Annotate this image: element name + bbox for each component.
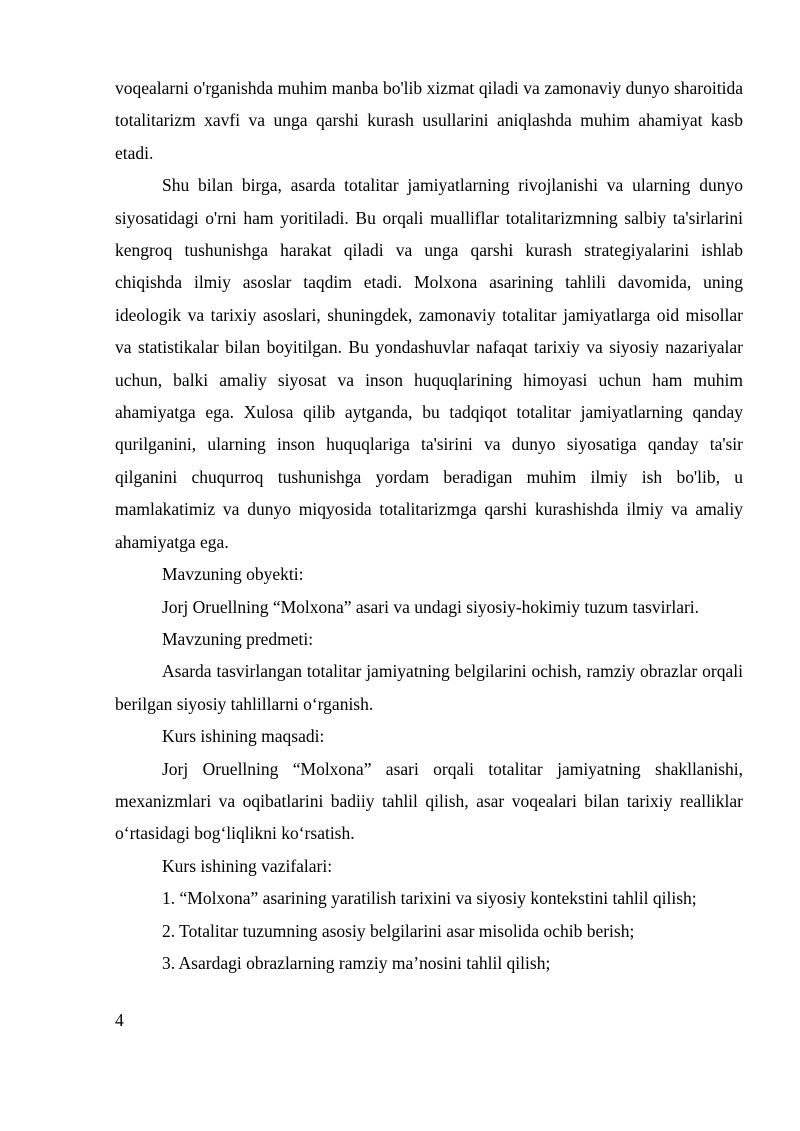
heading-kurs-ishining-vazifalari: Kurs ishining vazifalari: xyxy=(162,855,333,876)
paragraph-continuation: voqealarni o'rganishda muhim manba bo'lib xizmat qiladi va zamonaviy dunyo sharoitida totalitarizm xavfi va unga qarshi kurash usullarini aniqlashda muhim ahamiyat kasb etadi. xyxy=(115,78,743,163)
heading-mavzuning-obyekti: Mavzuning obyekti: xyxy=(162,564,304,585)
list-item-vazifa-2: 2. Totalitar tuzumning asosiy belgilarini asar misolida ochib berish; xyxy=(162,920,635,941)
heading-kurs-ishining-maqsadi: Kurs ishining maqsadi: xyxy=(162,726,325,747)
paragraph-totalitar-jamiyatlar: Shu bilan birga, asarda totalitar jamiyatlarning rivojlanishi va ularning dunyo siyosatidagi o'rni ham yoritiladi. Bu orqali mualliflar totalitarizmning salbiy ta'sirlarini kengroq tushunishga harakat qiladi va unga qarshi kurash strategiyalarini ishlab chiqishda ilmiy asoslar taqdim etadi. Molxona asarining tahlili davomida, uning ideologik va tarixiy asoslari, shuningdek, zamonaviy totalitar jamiyatlarga oid misollar va statistikalar bilan boyitilgan. Bu yondashuvlar nafaqat tarixiy va siyosiy nazariyalar uchun, balki amaliy siyosat va inson huquqlarining himoyasi uchun ham muhim ahamiyatga ega. Xulosa qilib aytganda, bu tadqiqot totalitar jamiyatlarning qanday qurilganini, ularning inson huquqlariga ta'sirini va dunyo siyosatiga qanday ta'sir qilganini chuqurroq tushunishga yordam beradigan muhim ilmiy ish bo'lib, u mamlakatimiz va dunyo miqyosida totalitarizmga qarshi kurashishda ilmiy va amaliy ahamiyatga ega. xyxy=(115,175,743,552)
heading-mavzuning-predmeti: Mavzuning predmeti: xyxy=(162,628,314,649)
list-item-vazifa-3: 3. Asardagi obrazlarning ramziy ma’nosini tahlil qilish; xyxy=(162,952,551,973)
list-item-vazifa-1: 1. “Molxona” asarining yaratilish tarixini va siyosiy kontekstini tahlil qilish; xyxy=(162,888,697,909)
paragraph-obyekt-text: Jorj Oruellning “Molxona” asari va undagi siyosiy-hokimiy tuzum tasvirlari. xyxy=(162,596,700,617)
body-text xyxy=(115,72,743,979)
page-number: 4 xyxy=(115,1010,124,1030)
paragraph-maqsad-text: Jorj Oruellning “Molxona” asari orqali totalitar jamiyatning shakllanishi, mexanizmlari va oqibatlarini badiiy tahlil qilish, asar voqealari bilan tarixiy realliklar o‘rtasidagi bog‘liqlikni ko‘rsatish. xyxy=(115,758,743,844)
paragraph-predmet-text: Asarda tasvirlangan totalitar jamiyatning belgilarini ochish, ramziy obrazlar orqali berilgan siyosiy tahlillarni o‘rganish. xyxy=(115,661,743,714)
